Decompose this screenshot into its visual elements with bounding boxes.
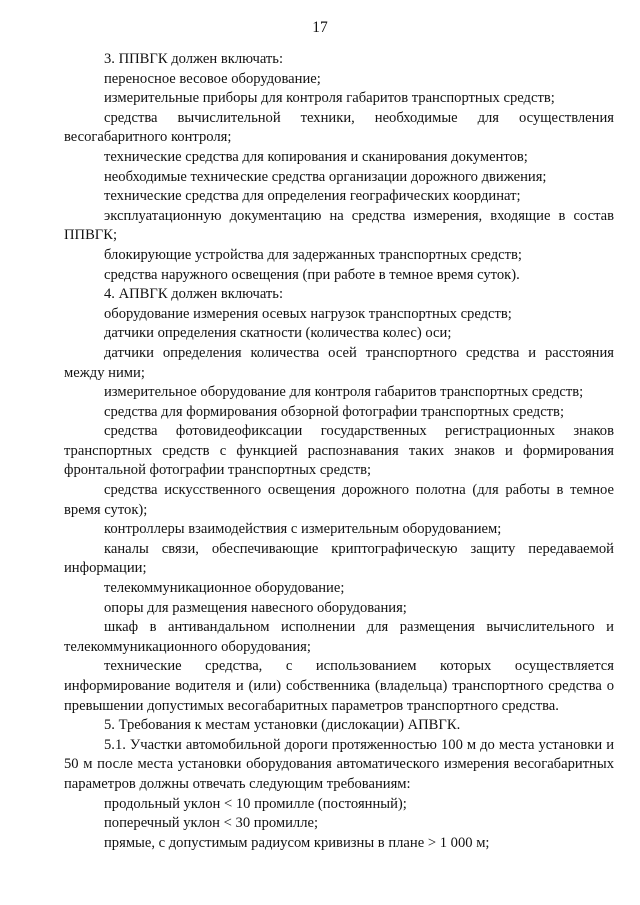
list-item: средства фотовидеофиксации государственных регистрационных знаков транспортных средств с функцией распознавания таких знаков и формирования фронтальной фотографии транспортных средств; — [64, 423, 614, 479]
list-item: переносное весовое оборудование; — [104, 70, 321, 87]
list-item: датчики определения количества осей транспортного средства и расстояния между ними; — [64, 344, 614, 381]
list-item: технические средства для копирования и сканирования документов; — [104, 148, 528, 165]
list-item: технические средства для определения географических координат; — [104, 188, 521, 205]
section-3-heading: 3. ППВГК должен включать: — [104, 51, 284, 67]
list-item: средства для формирования обзорной фотографии транспортных средств; — [104, 403, 564, 420]
list-item: шкаф в антивандальном исполнении для размещения вычислительного и телекоммуникационного оборудования; — [64, 619, 614, 655]
clause-5-1: 5.1. Участки автомобильной дороги протяженностью 100 м до места установки и 50 м после места установки оборудования автоматического измерения весогабаритных параметров должны отвечать следующим требованиям: — [64, 736, 614, 792]
section-4-heading: 4. АПВГК должен включать: — [104, 286, 284, 303]
list-item: датчики определения скатности (количества колес) оси; — [104, 325, 452, 342]
list-item: каналы связи, обеспечивающие криптографическую защиту передаваемой информации; — [64, 540, 614, 577]
list-item: эксплуатационную документацию на средства измерения, входящие в состав ППВГК; — [64, 207, 614, 244]
list-item: блокирующие устройства для задержанных транспортных средств; — [104, 246, 522, 263]
list-item: опоры для размещения навесного оборудования; — [104, 599, 407, 616]
page-number: 17 — [312, 19, 328, 36]
section-5-heading: 5. Требования к местам установки (дислокации) АПВГК. — [104, 717, 461, 734]
list-item: измерительные приборы для контроля габаритов транспортных средств; — [104, 90, 555, 107]
list-item: средства наружного освещения (при работе в темное время суток). — [104, 266, 520, 283]
list-item: необходимые технические средства организации дорожного движения; — [104, 168, 547, 185]
list-item: контроллеры взаимодействия с измерительным оборудованием; — [104, 521, 502, 538]
list-item: прямые, с допустимым радиусом кривизны в плане > 1 000 м; — [104, 834, 490, 851]
list-item: продольный уклон < 10 промилле (постоянный); — [104, 795, 407, 812]
list-item: средства искусственного освещения дорожного полотна (для работы в темное время суток); — [64, 482, 614, 518]
list-item: средства вычислительной техники, необходимые для осуществления весогабаритного контроля; — [64, 109, 614, 146]
list-item: технические средства, с использованием которых осуществляется информирование водителя и (или) собственника (владельца) транспортного средства о превышении допустимых весогабаритных параметров транспортного средства. — [64, 658, 614, 714]
list-item: измерительное оборудование для контроля габаритов транспортных средств; — [104, 384, 584, 401]
list-item: поперечный уклон < 30 промилле; — [104, 815, 319, 832]
list-item: оборудование измерения осевых нагрузок транспортных средств; — [104, 305, 512, 322]
list-item: телекоммуникационное оборудование; — [104, 580, 345, 597]
document-body — [64, 50, 614, 853]
